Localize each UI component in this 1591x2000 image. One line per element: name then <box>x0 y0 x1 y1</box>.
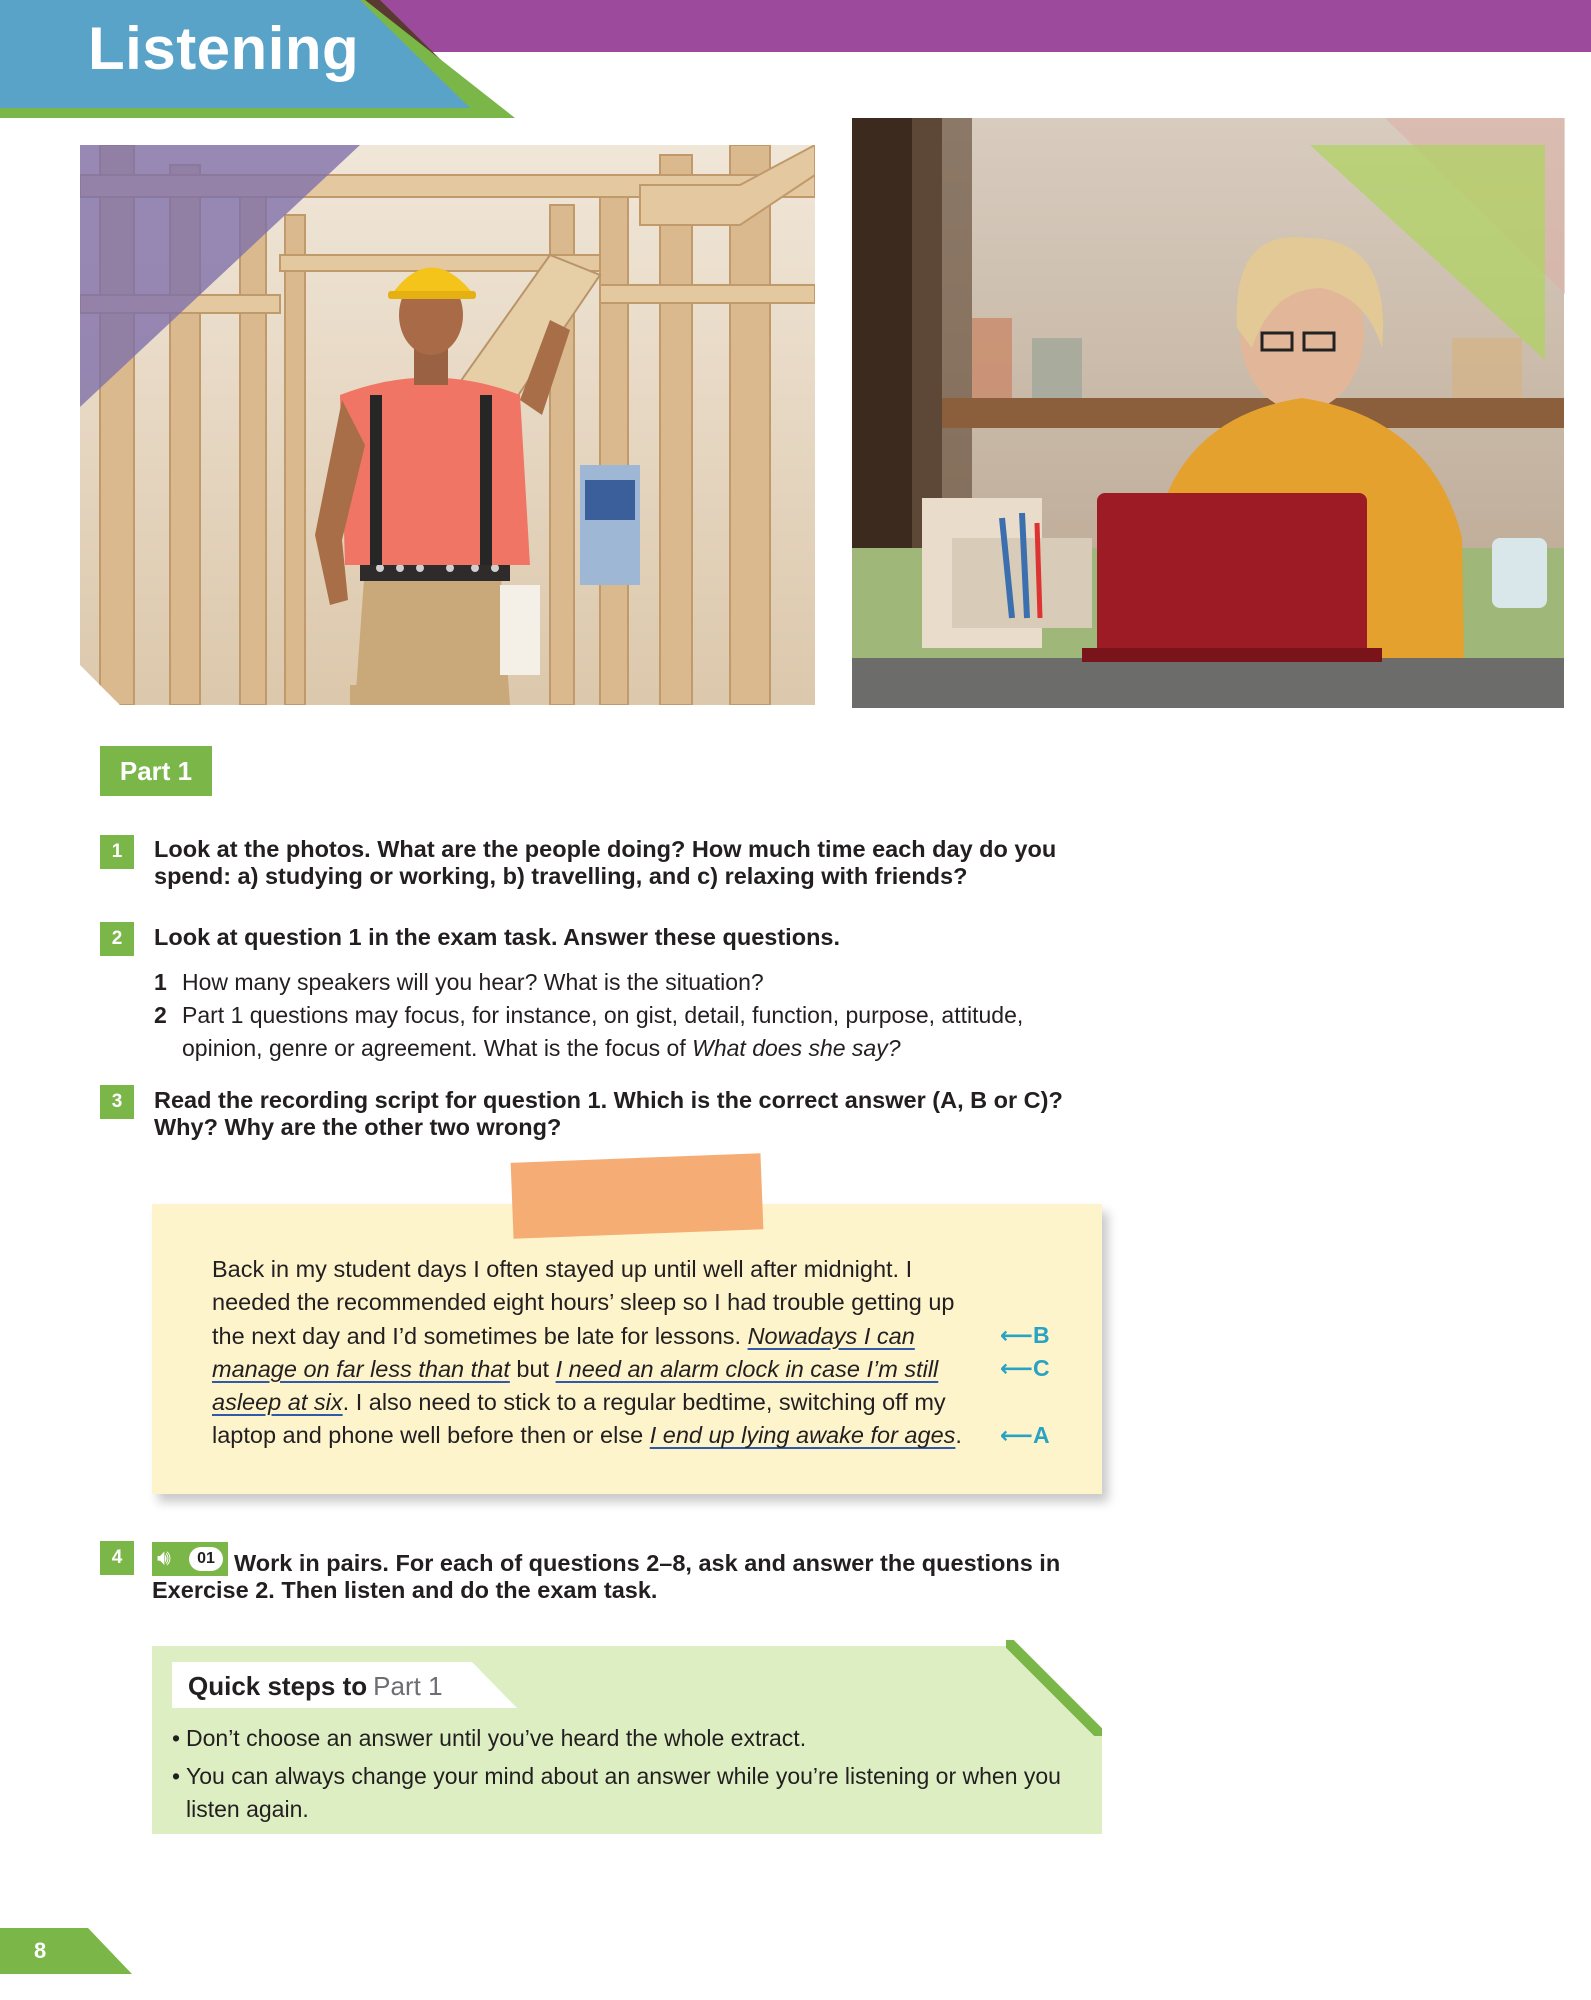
part-heading: Part 1 <box>100 746 212 796</box>
quick-steps-item-text: Don’t choose an answer until you’ve heard the whole extract. <box>186 1725 807 1751</box>
exercise-1-instruction: Look at the photos. What are the people doing? How much time each day do you spend: a) studying or working, b) travelling, and c) relaxing with friends? <box>154 836 1057 889</box>
script-underline-c: I need an alarm clock in case I’m still asleep at six <box>212 1355 939 1416</box>
quick-steps-item-text: You can always change your mind about an answer while you’re listening or when you listen again. <box>186 1763 1061 1822</box>
answer-marker-c <box>1000 1355 1050 1382</box>
speaker-icon: 🔊︎ <box>157 1545 171 1570</box>
page-title: Listening <box>88 15 360 82</box>
quick-steps-title-part: Part 1 <box>373 1671 443 1701</box>
exercise-3-instruction: Read the recording script for question 1. Which is the correct answer (A, B or C)? Why? Why are the other two wrong? <box>154 1087 1063 1140</box>
quick-steps-title <box>188 1671 443 1702</box>
arrow-left-icon: ⟵ <box>1000 1355 1033 1381</box>
exercise-number: 3 <box>100 1085 134 1119</box>
tape-decoration <box>511 1153 764 1239</box>
arrow-left-icon: ⟵ <box>1000 1422 1033 1448</box>
recording-script-text <box>212 1253 972 1453</box>
exercise-2-instruction: Look at question 1 in the exam task. Answer these questions. <box>154 924 841 950</box>
item-number: 2 <box>154 1002 167 1028</box>
quick-steps-item <box>172 1760 1072 1826</box>
answer-marker-b <box>1000 1322 1050 1349</box>
exercise-2-item <box>154 999 1104 1065</box>
script-part: Back in my student days I often stayed up until well after midnight. I needed the recommended eight hours’ sleep so I had trouble getting up the next day and I’d sometimes be late for lessons. <box>212 1256 955 1349</box>
script-underline-a: I end up lying awake for ages <box>649 1422 956 1449</box>
item-number: 1 <box>154 969 167 995</box>
exercise-number: 1 <box>100 835 134 869</box>
exercise-number: 2 <box>100 922 134 956</box>
quick-steps-item <box>172 1722 1072 1755</box>
page-number-tab <box>0 1928 132 1974</box>
script-underline-b: Nowadays I can manage on far less than that <box>212 1322 915 1382</box>
script-part: . <box>955 1422 962 1449</box>
script-part: . I also need to stick to a regular bedtime, switching off my laptop and phone well before then or else <box>212 1389 946 1449</box>
item-text-main: Part 1 questions may focus, for instance, on gist, detail, function, purpose, attitude, opinion, genre or agreement. What is the focus of <box>182 1002 1024 1061</box>
bullet-icon: • <box>172 1763 181 1789</box>
exercise-4-instruction: Work in pairs. For each of questions 2–8, ask and answer the questions in Exercise 2. Then listen and do the exam task. <box>152 1550 1061 1603</box>
item-text <box>182 999 1082 1065</box>
exercise-2-item <box>154 966 1104 999</box>
marker-letter: C <box>1032 1355 1050 1381</box>
marker-letter: B <box>1032 1322 1050 1348</box>
item-text: How many speakers will you hear? What is the situation? <box>182 969 764 995</box>
track-number: 01 <box>189 1547 223 1571</box>
arrow-left-icon: ⟵ <box>1000 1322 1033 1348</box>
page-number: 8 <box>34 1938 47 1963</box>
marker-letter: A <box>1032 1422 1050 1448</box>
script-part: but <box>509 1355 556 1382</box>
bullet-icon: • <box>172 1725 181 1751</box>
item-text-italic: What does she say? <box>692 1035 901 1061</box>
exercise-number: 4 <box>100 1541 134 1575</box>
quick-steps-title-bold: Quick steps to <box>188 1671 368 1701</box>
header-purple-band <box>380 0 1591 52</box>
answer-marker-a <box>1000 1422 1050 1449</box>
